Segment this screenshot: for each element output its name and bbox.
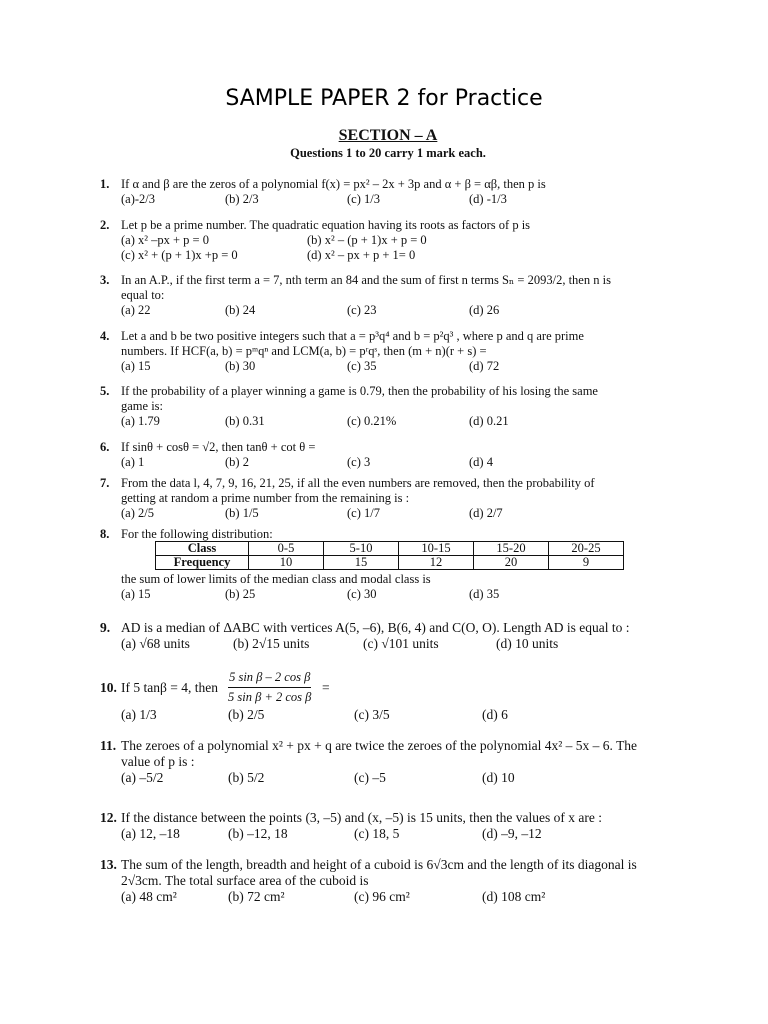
option-b: (b) 24	[225, 303, 256, 317]
question-stem: If the distance between the points (3, –5) and (x, –5) is 15 units, then the values of x are :	[121, 810, 602, 825]
question-number: 8.	[100, 527, 110, 541]
option-d: (d) -1/3	[469, 192, 507, 206]
option-b: (b) x² – (p + 1)x + p = 0	[307, 233, 427, 247]
question-stem: Let a and b be two positive integers such that a = p³q⁴ and b = p²q³ , where p and q are prime	[121, 329, 584, 343]
option-d: (d) –9, –12	[482, 826, 542, 841]
question-stem: From the data l, 4, 7, 9, 16, 21, 25, if all the even numbers are removed, then the probability of	[121, 476, 595, 490]
question-stem: If the probability of a player winning a game is 0.79, then the probability of his losing the same	[121, 384, 598, 398]
option-d: (d) 10 units	[496, 636, 559, 651]
question-number: 7.	[100, 476, 110, 490]
option-d: (d) 4	[469, 455, 493, 469]
table-cell: 0-5	[249, 542, 324, 556]
option-d: (d) 108 cm²	[482, 889, 546, 904]
fraction-numerator: 5 sin β – 2 cos β	[229, 670, 311, 684]
option-b: (b) 2√15 units	[233, 636, 310, 651]
fraction-bar	[228, 687, 311, 688]
option-b: (b) 2/3	[225, 192, 259, 206]
option-a: (a) 1/3	[121, 707, 157, 722]
table-cell: 10-15	[399, 542, 474, 556]
option-b: (b) 2/5	[228, 707, 265, 722]
question-number: 6.	[100, 440, 110, 454]
option-b: (b) 5/2	[228, 770, 265, 785]
question-number: 10.	[100, 680, 117, 695]
section-heading: SECTION – A	[338, 127, 438, 144]
question-stem-continued: the sum of lower limits of the median class and modal class is	[121, 572, 431, 586]
option-a: (a) 15	[121, 359, 151, 373]
question-number: 1.	[100, 177, 110, 191]
option-c: (c) 30	[347, 587, 377, 601]
table-row	[156, 556, 624, 570]
table-cell: 9	[549, 556, 624, 570]
question-stem: If 5 tanβ = 4, then	[121, 680, 218, 695]
option-c: (c) x² + (p + 1)x +p = 0	[121, 248, 238, 262]
option-c: (c) –5	[354, 770, 386, 785]
option-c: (c) 3	[347, 455, 371, 469]
option-d: (d) 2/7	[469, 506, 503, 520]
option-a: (a) √68 units	[121, 636, 190, 651]
option-d: (d) x² – px + p + 1= 0	[307, 248, 416, 262]
table-cell: 10	[249, 556, 324, 570]
question-stem-continued: value of p is :	[121, 754, 195, 769]
option-b: (b) 0.31	[225, 414, 265, 428]
question-number: 2.	[100, 218, 110, 232]
option-b: (b) 30	[225, 359, 256, 373]
option-d: (d) 6	[482, 707, 508, 722]
option-c: (c) 0.21%	[347, 414, 397, 428]
option-c: (c) 3/5	[354, 707, 390, 722]
fraction-denominator: 5 sin β + 2 cos β	[228, 690, 312, 704]
question-stem-continued: equal to:	[121, 288, 165, 302]
option-c: (c) 1/3	[347, 192, 380, 206]
option-a: (a) 12, –18	[121, 826, 180, 841]
question-stem: Let p be a prime number. The quadratic equation having its roots as factors of p is	[121, 218, 531, 232]
option-b: (b) 72 cm²	[228, 889, 285, 904]
table-cell: 20-25	[549, 542, 624, 556]
option-a: (a) 2/5	[121, 506, 154, 520]
option-b: (b) 25	[225, 587, 256, 601]
question-number: 12.	[100, 810, 117, 825]
table-cell: 5-10	[324, 542, 399, 556]
question-stem: AD is a median of ΔABC with vertices A(5, –6), B(6, 4) and C(O, O). Length AD is equal to :	[121, 620, 630, 635]
option-c: (c) 35	[347, 359, 377, 373]
question-number: 4.	[100, 329, 110, 343]
table-cell: 20	[474, 556, 549, 570]
table-row	[156, 542, 624, 556]
option-c: (c) √101 units	[363, 636, 439, 651]
question-stem: If α and β are the zeros of a polynomial f(x) = px² – 2x + 3p and α + β = αβ, then p is	[121, 177, 546, 191]
question-stem-continued: game is:	[121, 399, 164, 413]
section-instruction: Questions 1 to 20 carry 1 mark each.	[290, 146, 486, 160]
option-c: (c) 1/7	[347, 506, 380, 520]
question-stem-continued: numbers. If HCF(a, b) = pᵐqⁿ and LCM(a, b) = pʳqˢ, then (m + n)(r + s) =	[121, 344, 487, 358]
question-stem: The sum of the length, breadth and height of a cuboid is 6√3cm and the length of its diagonal is	[121, 857, 637, 872]
table-cell: 15	[324, 556, 399, 570]
option-d: (d) 0.21	[469, 414, 509, 428]
fraction-expression	[228, 670, 311, 705]
option-a: (a) 1	[121, 455, 145, 469]
option-a: (a)-2/3	[121, 192, 156, 206]
option-a: (a) 22	[121, 303, 151, 317]
question-number: 13.	[100, 857, 117, 872]
option-d: (d) 72	[469, 359, 500, 373]
option-a: (a) 48 cm²	[121, 889, 177, 904]
table-row-header: Frequency	[156, 556, 249, 570]
question-stem: In an A.P., if the first term a = 7, nth term an 84 and the sum of first n terms Sₙ = 2093/2, then n is	[121, 273, 611, 287]
question-number: 9.	[100, 620, 111, 635]
table-row-header: Class	[156, 542, 249, 556]
page-title: SAMPLE PAPER 2 for Practice	[225, 86, 543, 111]
option-c: (c) 18, 5	[354, 826, 400, 841]
distribution-table	[155, 541, 624, 570]
option-a: (a) 15	[121, 587, 151, 601]
option-b: (b) –12, 18	[228, 826, 288, 841]
option-a: (a) 1.79	[121, 414, 160, 428]
question-stem: The zeroes of a polynomial x² + px + q are twice the zeroes of the polynomial 4x² – 5x – 6. The	[121, 738, 638, 753]
question-number: 11.	[100, 738, 117, 753]
option-c: (c) 23	[347, 303, 377, 317]
option-b: (b) 2	[225, 455, 249, 469]
fraction-equals: =	[322, 680, 330, 695]
option-d: (d) 10	[482, 770, 515, 785]
question-number: 5.	[100, 384, 110, 398]
question-number: 3.	[100, 273, 110, 287]
option-a: (a) –5/2	[121, 770, 164, 785]
option-b: (b) 1/5	[225, 506, 259, 520]
option-a: (a) x² –px + p = 0	[121, 233, 209, 247]
question-stem: For the following distribution:	[121, 527, 273, 541]
option-c: (c) 96 cm²	[354, 889, 410, 904]
table-cell: 15-20	[474, 542, 549, 556]
question-stem-continued: getting at random a prime number from the remaining is :	[121, 491, 410, 505]
table-cell: 12	[399, 556, 474, 570]
option-d: (d) 35	[469, 587, 500, 601]
option-d: (d) 26	[469, 303, 500, 317]
question-stem-continued: 2√3cm. The total surface area of the cuboid is	[121, 873, 369, 888]
question-stem: If sinθ + cosθ = √2, then tanθ + cot θ =	[121, 440, 316, 454]
